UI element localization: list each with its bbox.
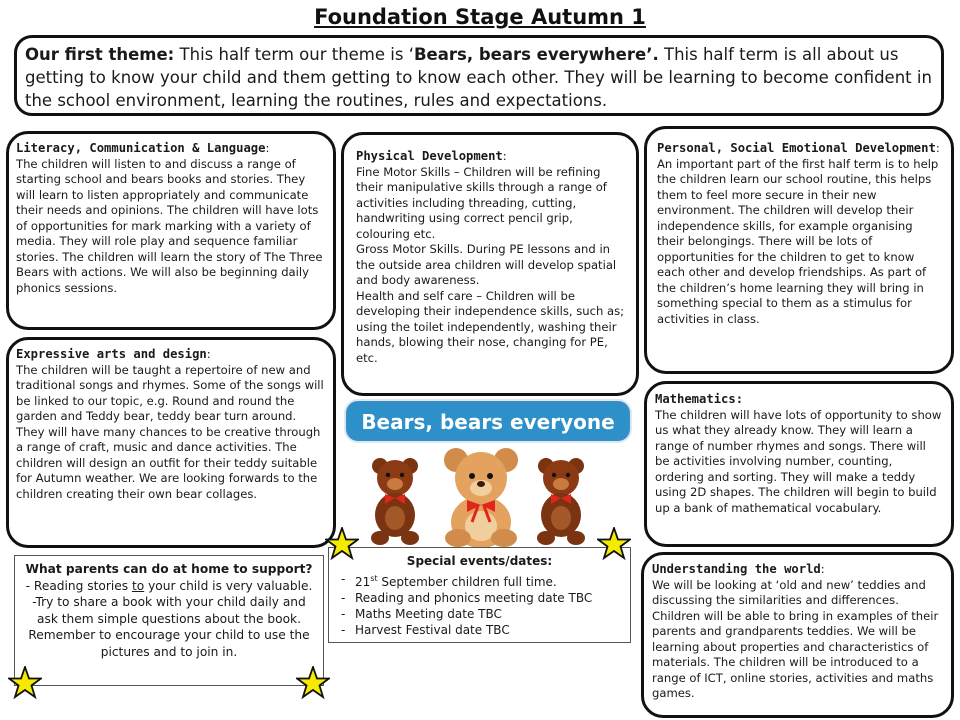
- mathematics-heading: Mathematics:: [655, 392, 744, 406]
- literacy-heading: Literacy, Communication & Language: [16, 141, 266, 155]
- physical-body-3: Health and self care – Children will be developing their independence skills, such as; using the toilet independently, washing their hands, blowing their nose, changing for PE, etc.: [356, 288, 625, 365]
- expressive-heading: Expressive arts and design: [16, 347, 207, 361]
- theme-heading: Our first theme:: [25, 45, 175, 64]
- theme-box: [14, 35, 944, 116]
- personal-box: [644, 126, 954, 374]
- parents-line2: -Try to share a book with your child daily and ask them simple questions about the book. Remember to encourage your child to use the pictures and to join in.: [28, 595, 310, 659]
- page-title: Foundation Stage Autumn 1: [314, 5, 646, 29]
- parents-line1-b: your child is very valuable.: [144, 578, 313, 593]
- event-item: - Maths Meeting date TBC: [355, 606, 624, 622]
- event-item: - Harvest Festival date TBC: [355, 622, 624, 638]
- parents-box: [14, 555, 324, 686]
- understanding-colon: :: [820, 562, 825, 576]
- teddy-bear-icon: [537, 458, 585, 545]
- parents-line1-a: - Reading stories: [25, 578, 132, 593]
- teddy-bear-icon: [371, 458, 419, 545]
- literacy-colon: :: [265, 141, 270, 155]
- mathematics-box: [644, 381, 954, 547]
- event-item: - Reading and phonics meeting date TBC: [355, 590, 624, 606]
- expressive-box: [6, 337, 336, 548]
- theme-bold: Bears, bears everywhere’.: [413, 45, 659, 64]
- mathematics-body: The children will have lots of opportunity to show us what they already know. They will learn a range of number rhymes and songs. There will be activities involving number, counting, ordering and sorting. They will make a teddy using 2D shapes. The children will begin to build up a bank of mathematical vocabulary.: [655, 407, 942, 515]
- teddy-bear-icon: [444, 448, 518, 548]
- star-icon: [296, 666, 330, 700]
- star-icon: [8, 666, 42, 700]
- teddy-bears-illustration: [366, 448, 606, 548]
- literacy-body: The children will listen to and discuss a range of starting school and bears books and stories. They will learn to listen appropriately and communicate their needs and opinions. The children will have lots of opportunities for mark marking with a variety of media. They will role play and sequence familiar stories. The children will learn the story of The Three Bears with actions. We will also be beginning daily phonics sessions.: [16, 156, 323, 295]
- theme-text-a: This half term our theme is ‘: [174, 45, 414, 64]
- events-heading: Special events/dates:: [406, 554, 553, 568]
- event-item: - 21st September children full time.: [355, 571, 624, 590]
- parents-heading: What parents can do at home to support?: [25, 562, 313, 576]
- physical-body-2: Gross Motor Skills. During PE lessons and in the outside area children will develop spatial and body awareness.: [356, 242, 617, 287]
- physical-heading: Physical Development: [356, 149, 503, 163]
- parents-line1-u: to: [131, 578, 145, 593]
- star-icon: [325, 527, 359, 561]
- expressive-body: The children will be taught a repertoire of new and traditional songs and rhymes. Some of the songs will be linked to our topic, e.g. Round and round the garden and Teddy bear, teddy bear turn around. They will have many chances to be creative through a range of craft, music and dance activities. The children will design an outfit for their teddy suitable for Autumn weather. We are looking forwards to the children creating their own bear collages.: [16, 362, 324, 501]
- understanding-box: [641, 552, 954, 718]
- personal-body: An important part of the first half term is to help the children learn our school routine, this helps them to feel more secure in their new environment. The children will develop their independence skills, for example organising their belongings. There will be lots of opportunities for the children to get to know each other and develop friendships. As part of the children’s home learning they will bring in something special to them as a stimulus for activities in class.: [657, 156, 939, 326]
- bears-banner: Bears, bears everyone: [344, 399, 632, 443]
- physical-colon: :: [502, 149, 507, 163]
- expressive-colon: :: [206, 347, 211, 361]
- understanding-heading: Understanding the world: [652, 562, 821, 576]
- understanding-body: We will be looking at ‘old and new’ teddies and discussing the similarities and differences. Children will be able to bring in examples of their parents and grandparents teddies. We will be learning about properties and characteristics of materials. The children will be introduced to a range of ICT, online stories, activities and maths games.: [652, 577, 939, 700]
- star-icon: [597, 527, 631, 561]
- physical-body-1: Fine Motor Skills – Children will be refining their manipulative skills through a range of activities including threading, cutting, handwriting using correct pencil grip, colouring etc.: [356, 164, 607, 241]
- events-box: [328, 547, 631, 643]
- theme-text-b: This half term is all about us getting to know your child and them getting to know each other. They will be learning to become confident in the school environment, learning the routines, rules and expectations.: [25, 45, 932, 110]
- personal-heading: Personal, Social Emotional Development: [657, 141, 936, 155]
- personal-colon: :: [935, 141, 940, 155]
- literacy-box: [6, 131, 336, 330]
- physical-box: [341, 132, 639, 396]
